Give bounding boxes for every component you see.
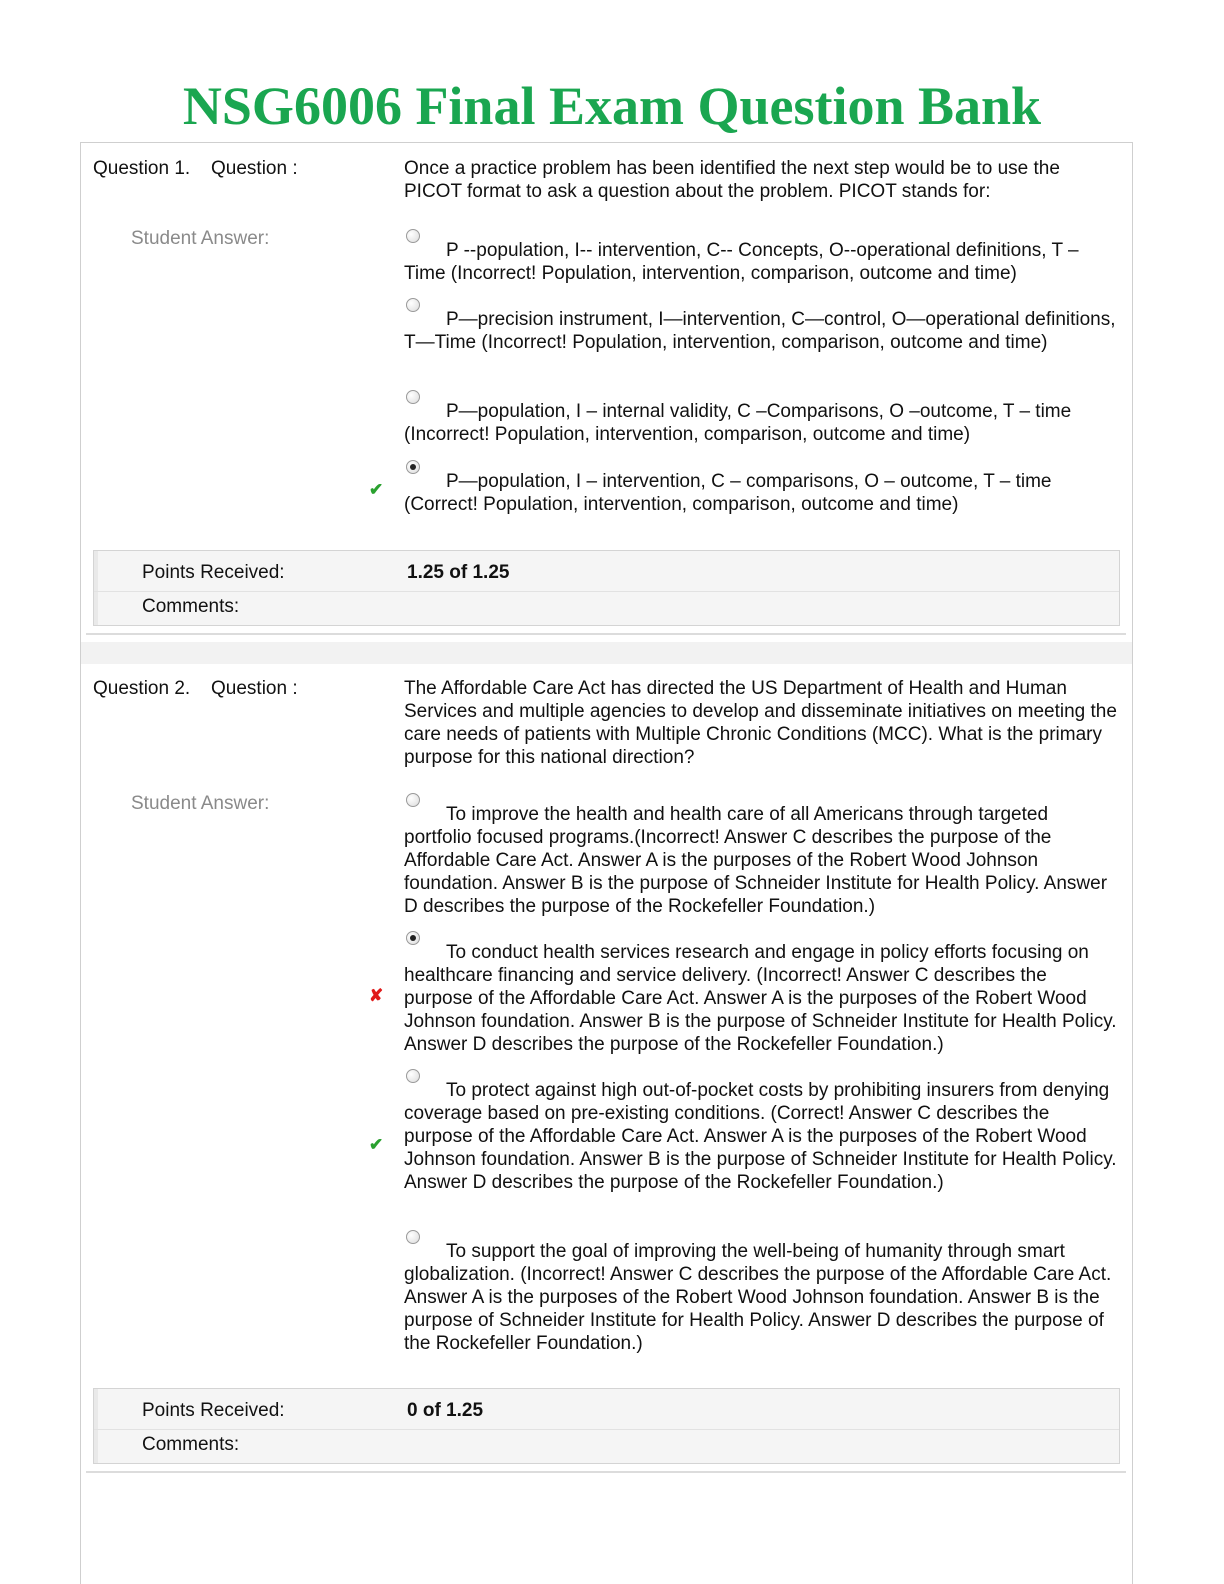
comments-label: Comments: bbox=[142, 596, 240, 617]
points-received-value: 0 of 1.25 bbox=[407, 1400, 484, 1421]
radio-button-selected[interactable] bbox=[406, 460, 420, 474]
answer-option bbox=[404, 400, 1120, 446]
student-answer-label: Student Answer: bbox=[131, 228, 270, 249]
answer-option bbox=[404, 239, 1120, 285]
answer-option bbox=[404, 1240, 1120, 1355]
radio-button[interactable] bbox=[406, 1069, 420, 1083]
divider bbox=[86, 1471, 1126, 1473]
checkmark-icon: ✔ bbox=[369, 1135, 384, 1154]
comments-label: Comments: bbox=[142, 1434, 240, 1455]
answer-option-text: P—precision instrument, I—intervention, C—control, O—operational definitions, T—Time (Incorrect! Population, intervention, comparison, outcome and time) bbox=[404, 309, 1116, 353]
question-label: Question : bbox=[211, 678, 298, 699]
question-label: Question : bbox=[211, 158, 298, 179]
student-answer-label: Student Answer: bbox=[131, 793, 270, 814]
answer-option bbox=[404, 308, 1120, 354]
radio-button[interactable] bbox=[406, 390, 420, 404]
answer-option bbox=[404, 803, 1120, 918]
answer-option-text: P --population, I-- intervention, C-- Concepts, O--operational definitions, T – Time (Incorrect! Population, intervention, comparison, outcome and time) bbox=[404, 240, 1079, 284]
question-separator bbox=[81, 642, 1132, 664]
points-panel bbox=[93, 550, 1120, 626]
answer-option bbox=[404, 941, 1120, 1056]
question-text: The Affordable Care Act has directed the US Department of Health and Human Services and multiple agencies to develop and disseminate initiatives on meeting the care needs of patients with Multiple Chronic Conditions (MCC). What is the primary purpose for this national direction? bbox=[404, 678, 1117, 768]
points-received-label: Points Received: bbox=[142, 1400, 285, 1421]
answer-option-text: To conduct health services research and engage in policy efforts focusing on healthcare financing and service delivery. (Incorrect! Answer C describes the purpose of the Affordable Care Act. Answer A is the purposes of the Robert Wood Johnson foundation. Answer B is the purpose of Schneider Institute for Health Policy. Answer D describes the purpose of the Rockefeller Foundation.) bbox=[404, 942, 1117, 1055]
question-text: Once a practice problem has been identified the next step would be to use the PICOT format to ask a question about the problem. PICOT stands for: bbox=[404, 158, 1060, 202]
answer-option bbox=[404, 1079, 1120, 1194]
radio-button[interactable] bbox=[406, 229, 420, 243]
radio-button-selected[interactable] bbox=[406, 931, 420, 945]
answer-option-text: To support the goal of improving the well-being of humanity through smart globalization. (Incorrect! Answer C describes the purpose of the Affordable Care Act. Answer A is the purposes of the Robert Wood Johnson foundation. Answer B is the purpose of Schneider Institute for Health Policy. Answer D describes the purpose of the Rockefeller Foundation.) bbox=[404, 1241, 1112, 1354]
radio-button[interactable] bbox=[406, 1230, 420, 1244]
answer-option-text: P—population, I – intervention, C – comparisons, O – outcome, T – time (Correct! Population, intervention, comparison, outcome and time) bbox=[404, 471, 1052, 515]
question-number: Question 2. bbox=[93, 678, 191, 699]
checkmark-icon: ✔ bbox=[369, 480, 384, 499]
radio-button[interactable] bbox=[406, 298, 420, 312]
answer-option-text: To protect against high out-of-pocket costs by prohibiting insurers from denying coverage based on pre-existing conditions. (Correct! Answer C describes the purpose of the Affordable Care Act. Answer A is the purposes of the Robert Wood Johnson foundation. Answer B is the purpose of Schneider Institute for Health Policy. Answer D describes the purpose of the Rockefeller Foundation.) bbox=[404, 1080, 1117, 1193]
cross-icon: ✘ bbox=[369, 986, 384, 1005]
answer-option-text: P—population, I – internal validity, C –Comparisons, O –outcome, T – time (Incorrect! Population, intervention, comparison, outcome and time) bbox=[404, 401, 1072, 445]
question-number: Question 1. bbox=[93, 158, 191, 179]
points-received-label: Points Received: bbox=[142, 562, 285, 583]
page-title: NSG6006 Final Exam Question Bank bbox=[182, 76, 1042, 136]
answer-option-text: To improve the health and health care of all Americans through targeted portfolio focused programs.(Incorrect! Answer C describes the purpose of the Affordable Care Act. Answer A is the purposes of the Robert Wood Johnson foundation. Answer B is the purpose of Schneider Institute for Health Policy. Answer D describes the purpose of the Rockefeller Foundation.) bbox=[404, 804, 1108, 917]
divider bbox=[86, 633, 1126, 635]
points-panel bbox=[93, 1388, 1120, 1464]
answer-option bbox=[404, 470, 1120, 516]
radio-button[interactable] bbox=[406, 793, 420, 807]
points-received-value: 1.25 of 1.25 bbox=[407, 562, 510, 583]
